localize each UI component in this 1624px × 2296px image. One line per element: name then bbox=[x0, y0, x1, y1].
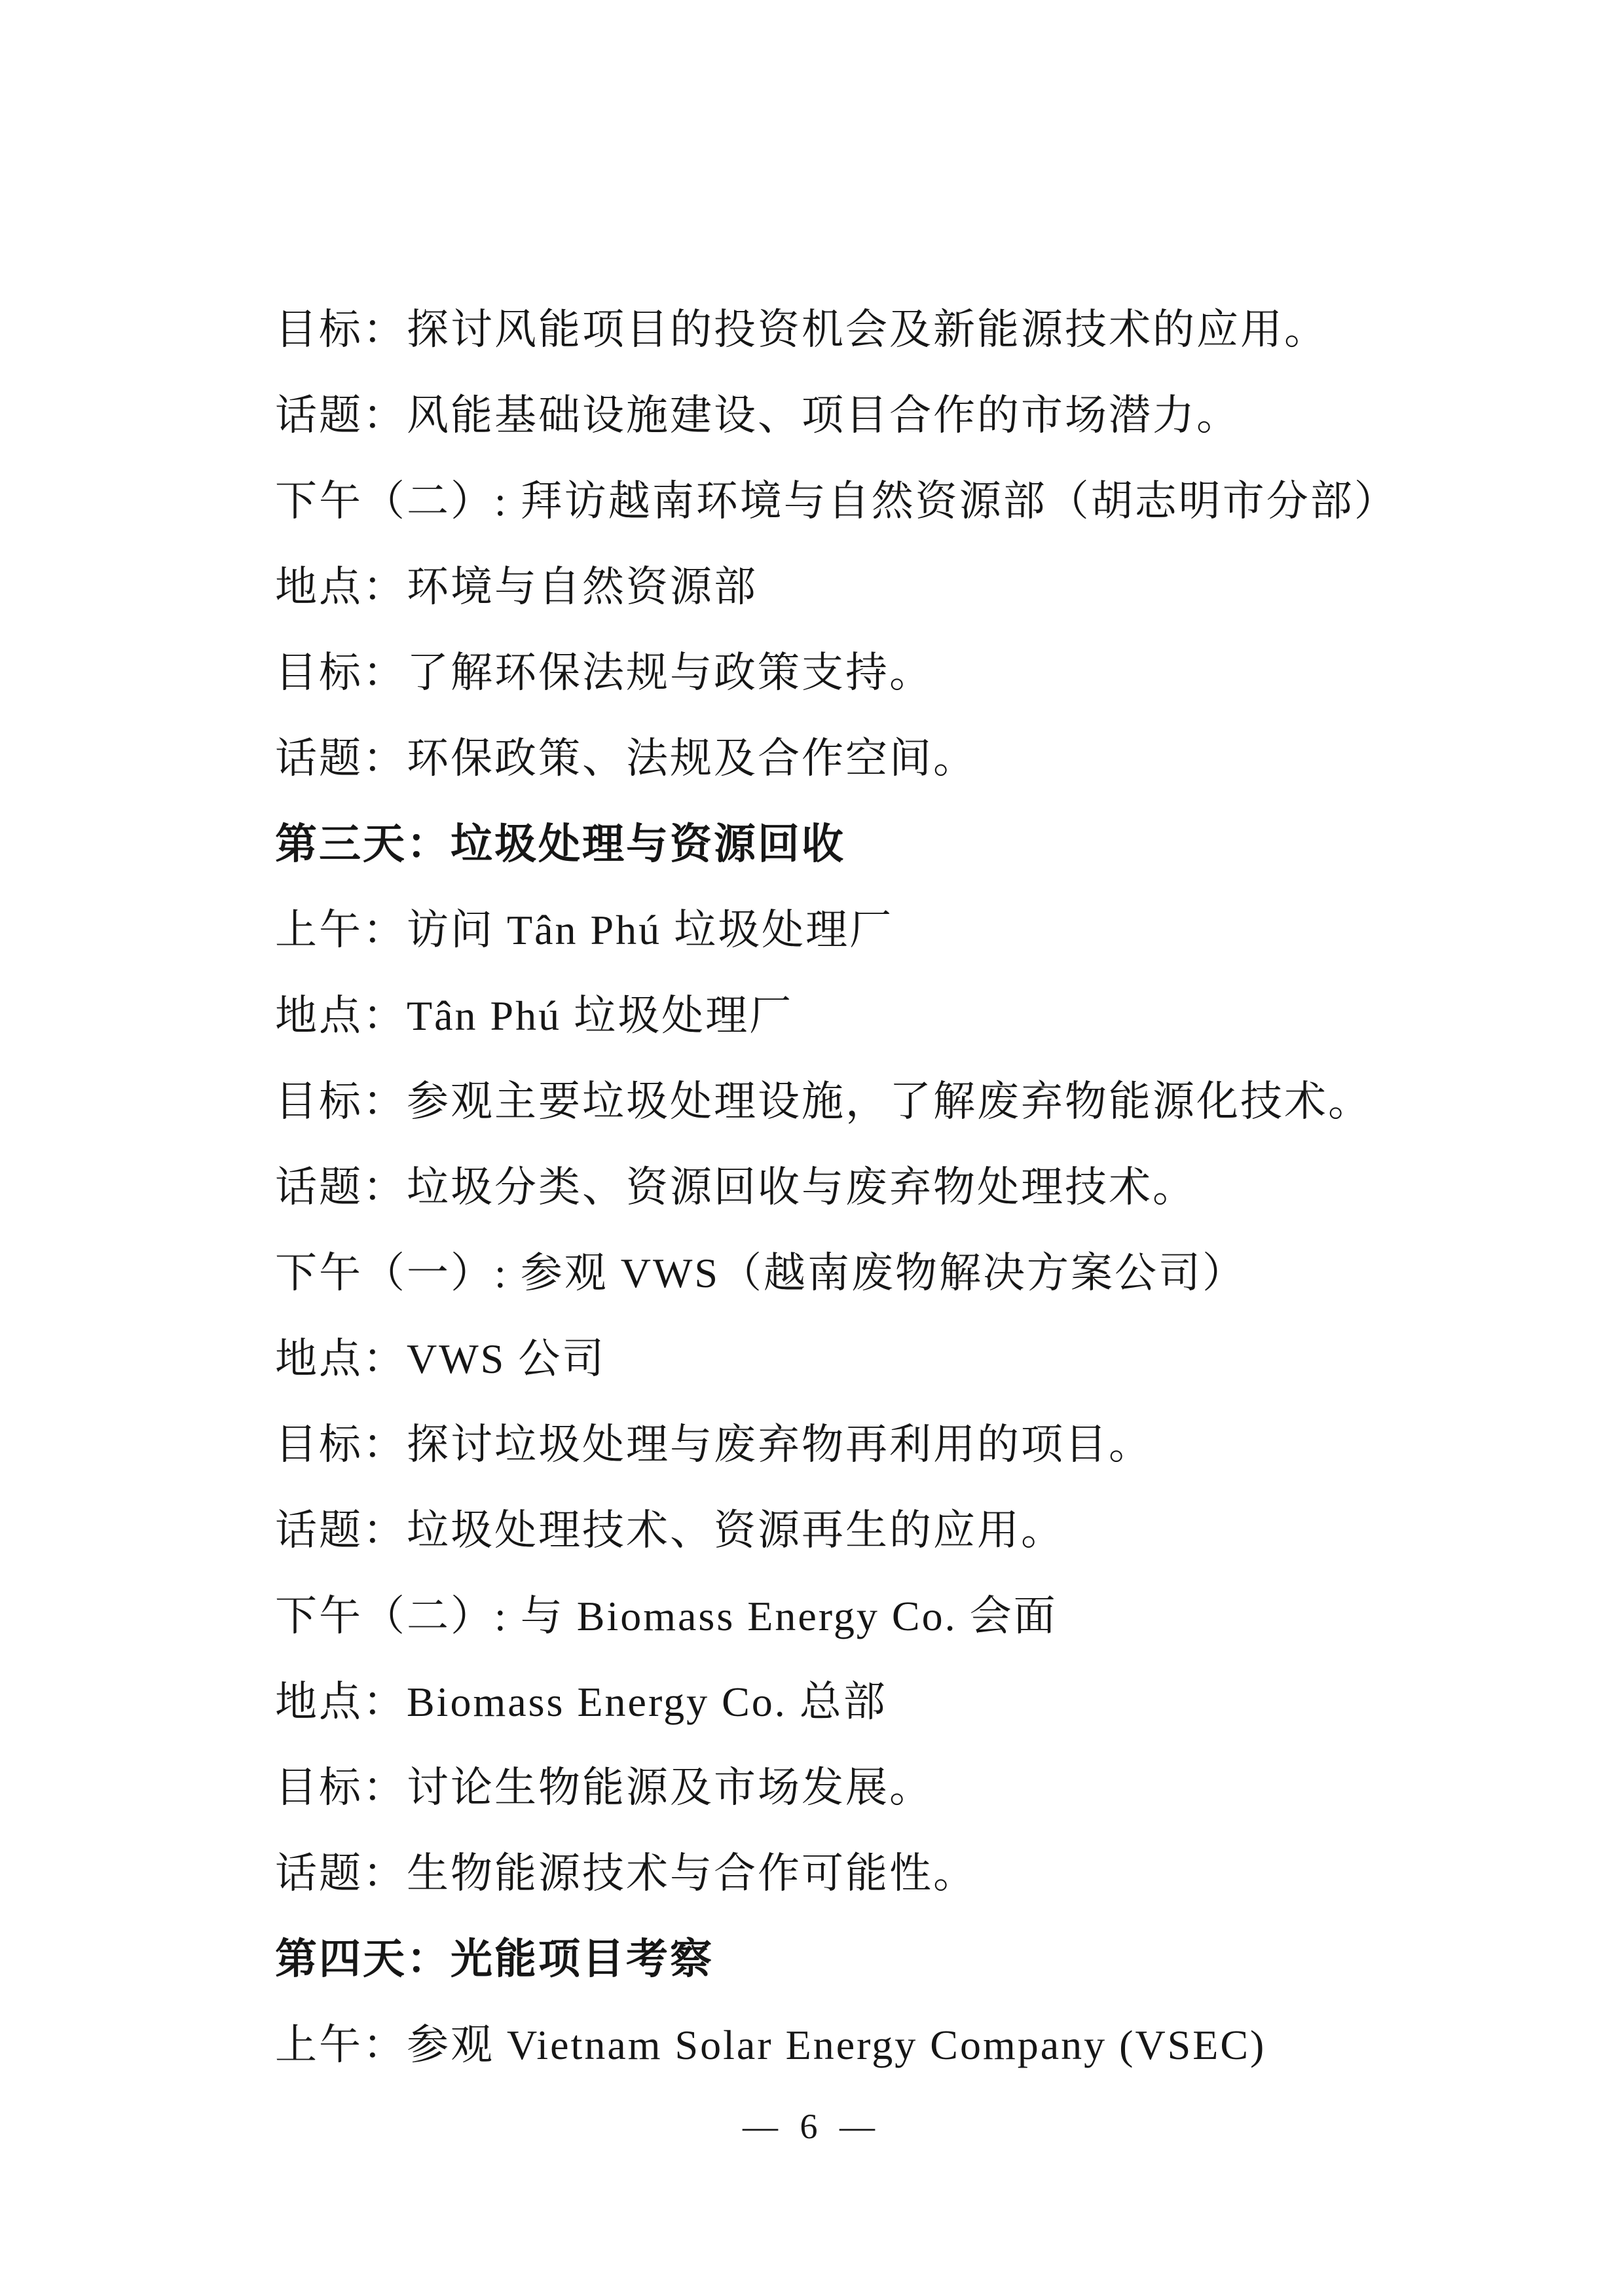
page-number: — 6 — bbox=[743, 2107, 881, 2146]
text-line: 目标：了解环保法规与政策支持。 bbox=[275, 649, 933, 696]
text-line: 话题：垃圾分类、资源回收与废弃物处理技术。 bbox=[275, 1164, 1196, 1211]
text-line: 话题：风能基础设施建设、项目合作的市场潜力。 bbox=[275, 392, 1240, 439]
text-line: 地点：Tân Phú 垃圾处理厂 bbox=[275, 993, 794, 1039]
text-line: 目标：参观主要垃圾处理设施，了解废弃物能源化技术。 bbox=[275, 1078, 1372, 1125]
text-line: 地点：VWS 公司 bbox=[275, 1336, 606, 1382]
text-line: 话题：环保政策、法规及合作空间。 bbox=[275, 735, 977, 782]
document-body bbox=[275, 287, 1447, 2088]
text-line: 上午：访问 Tân Phú 垃圾处理厂 bbox=[275, 907, 894, 953]
text-line: 目标：探讨垃圾处理与废弃物再利用的项目。 bbox=[275, 1421, 1153, 1468]
text-line: 目标：探讨风能项目的投资机会及新能源技术的应用。 bbox=[275, 306, 1328, 353]
text-line: 地点：Biomass Energy Co. 总部 bbox=[275, 1679, 887, 1725]
text-line: 上午：参观 Vietnam Solar Energy Company (VSEC) bbox=[275, 2022, 1266, 2068]
text-line: 下午（二）: 拜访越南环境与自然资源部（胡志明市分部） bbox=[275, 478, 1398, 524]
text-line: 话题：生物能源技术与合作可能性。 bbox=[275, 1850, 977, 1897]
text-line: 目标：讨论生物能源及市场发展。 bbox=[275, 1764, 933, 1811]
day-heading: 第四天：光能项目考察 bbox=[275, 1936, 714, 1982]
text-line: 地点：环境与自然资源部 bbox=[275, 564, 758, 610]
text-line: 话题：垃圾处理技术、资源再生的应用。 bbox=[275, 1507, 1065, 1554]
text-line: 下午（二）: 与 Biomass Energy Co. 会面 bbox=[275, 1593, 1058, 1639]
day-heading: 第三天：垃圾处理与资源回收 bbox=[275, 821, 845, 867]
text-line: 下午（一）: 参观 VWS（越南废物解决方案公司） bbox=[275, 1250, 1246, 1296]
